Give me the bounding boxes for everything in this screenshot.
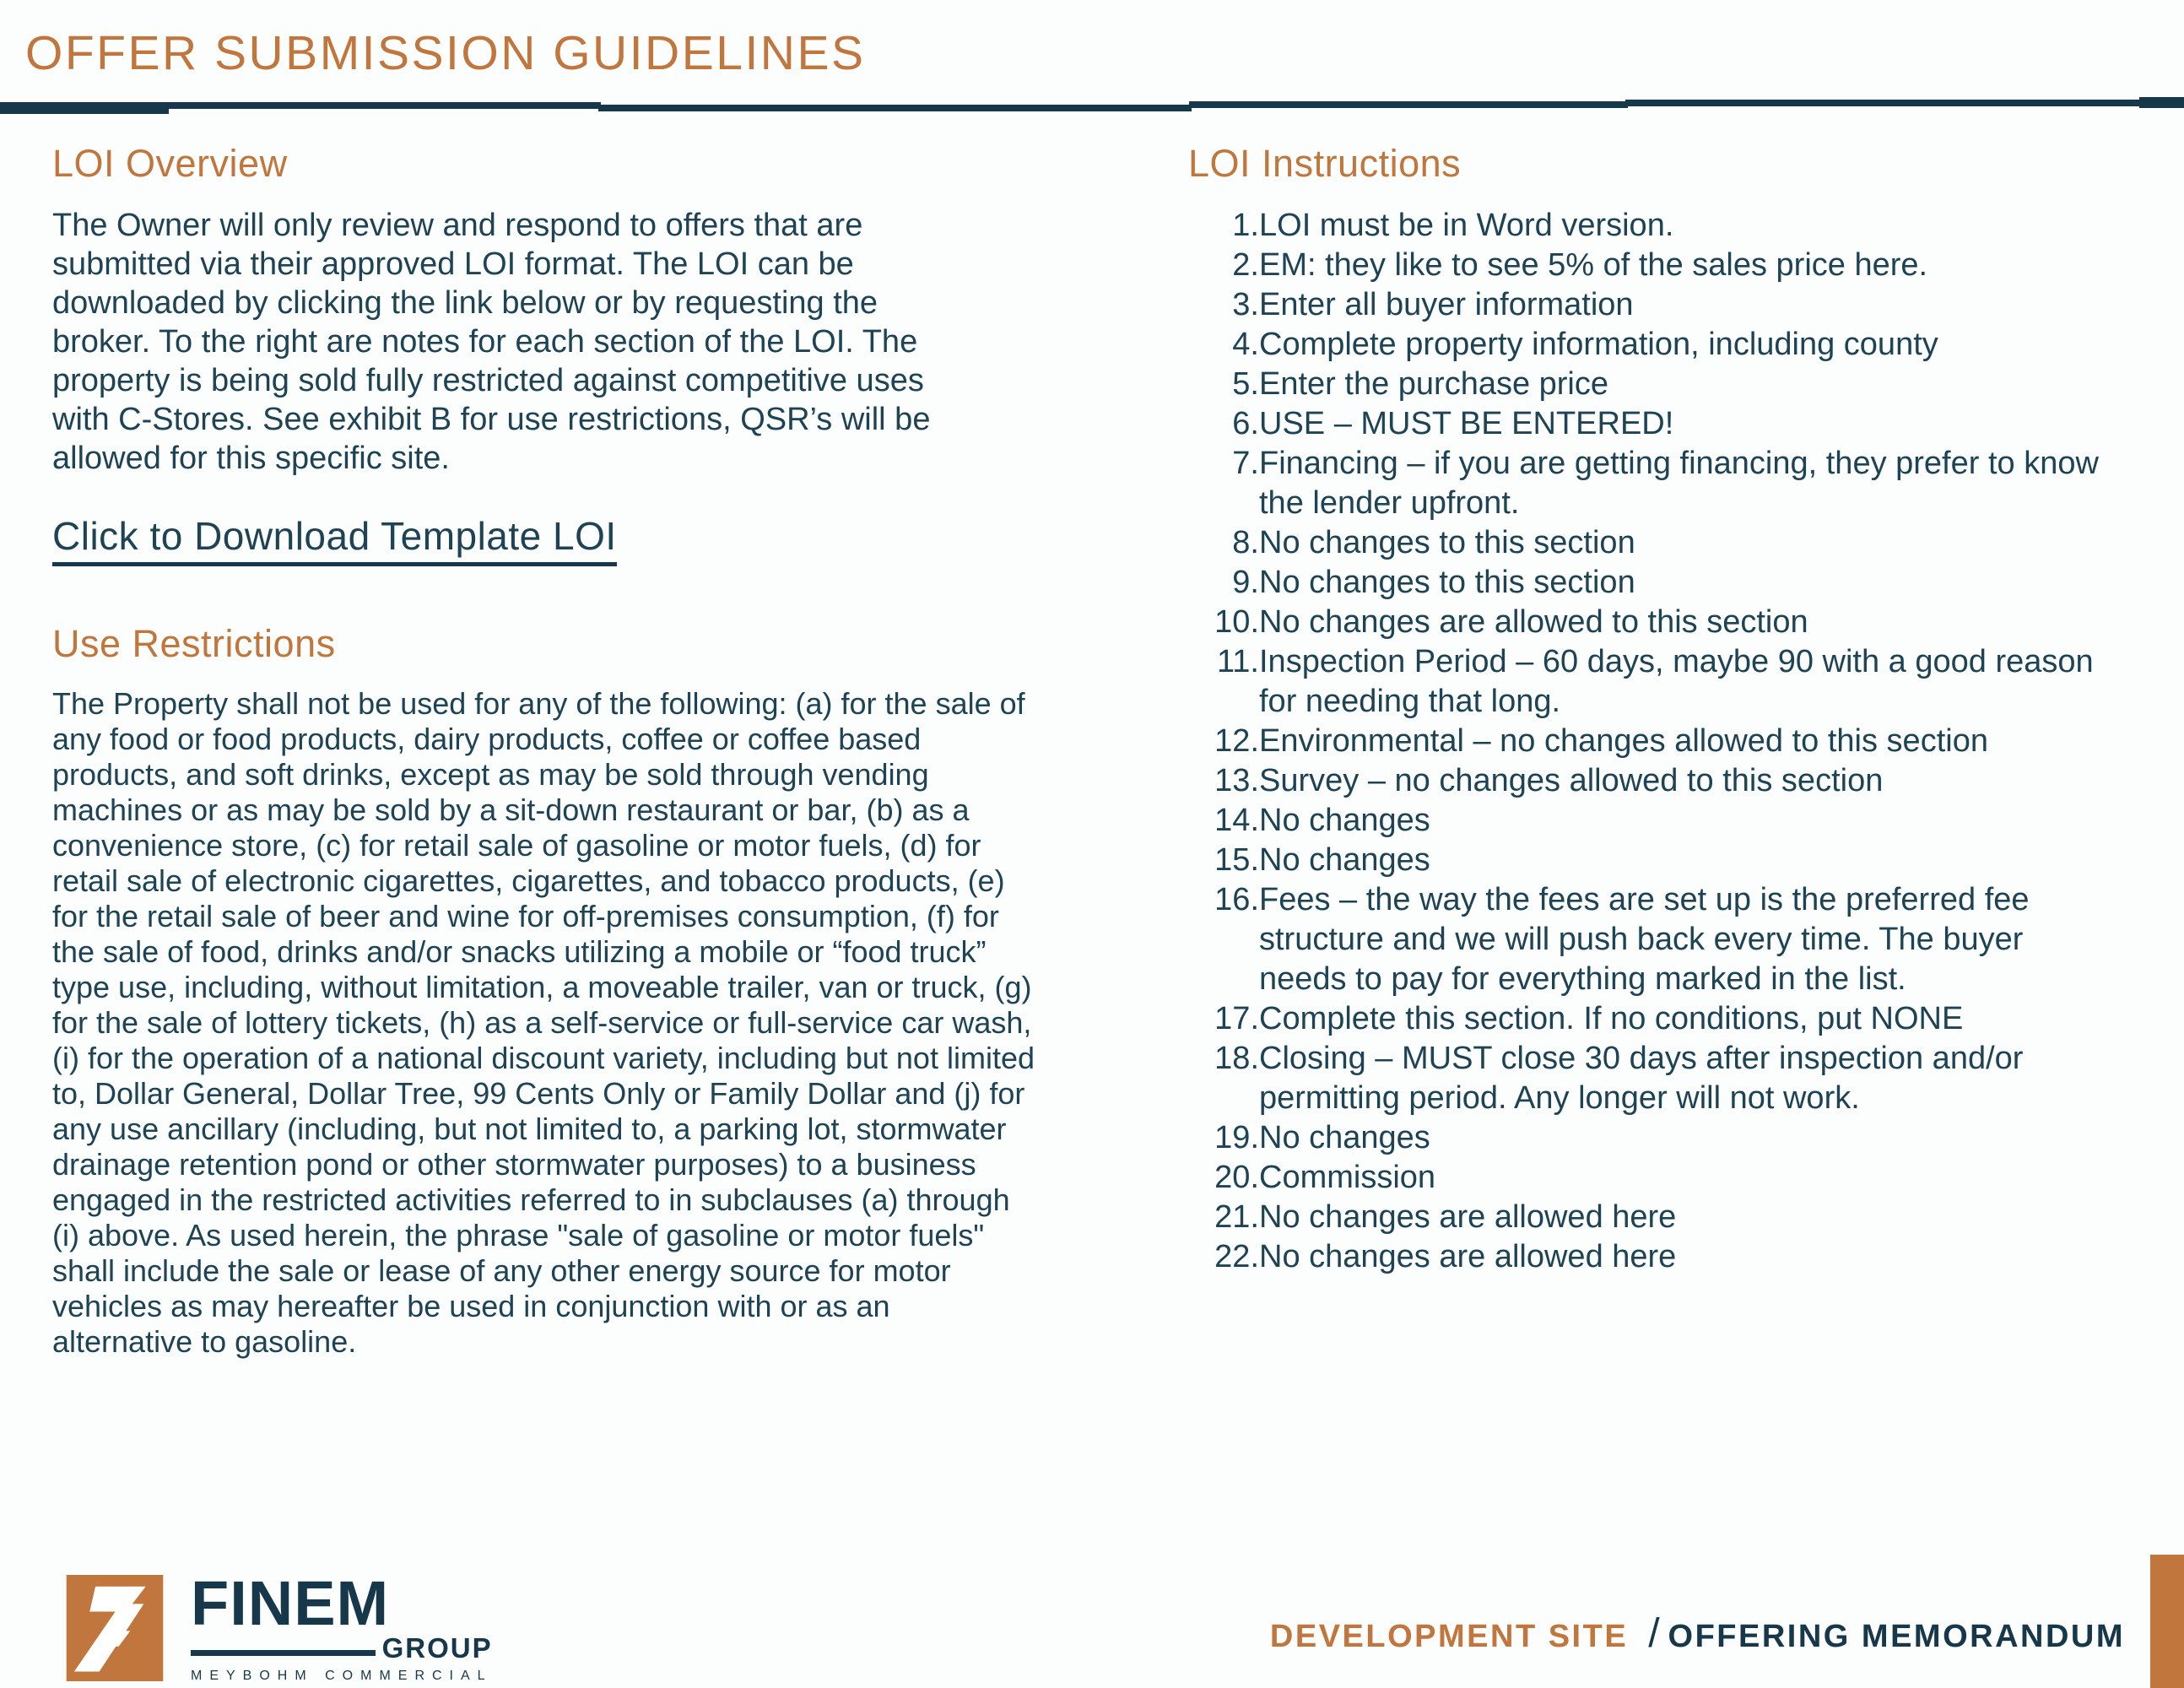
loi-instruction-item (1188, 365, 2100, 404)
item-text: No changes are allowed here (1259, 1239, 1677, 1274)
loi-instruction-item (1188, 563, 2100, 603)
item-number: 18. (1214, 1041, 1259, 1076)
item-text: No changes are allowed here (1259, 1199, 1677, 1235)
loi-instruction-item (1188, 999, 2100, 1039)
loi-overview-body: The Owner will only review and respond to offers that are submitted via their approved LOI format. The LOI can be downloaded by clicking the link below or by requesting the broker. To the right are notes for each section of the LOI. The property is being sold fully restricted against competitive uses with C-Stores. See exhibit B for use restrictions, QSR’s will be allowed for this specific site. (52, 208, 931, 476)
item-number: 11. (1216, 644, 1259, 679)
item-text: No changes to this section (1259, 565, 1635, 600)
loi-instruction-item (1188, 1039, 2100, 1118)
item-number: 19. (1214, 1120, 1259, 1155)
item-text: No changes (1259, 1120, 1430, 1155)
loi-instruction-item (1188, 444, 2100, 523)
meybohm-commercial-label: MEYBOHM COMMERCIAL (191, 1669, 493, 1684)
item-number: 12. (1214, 723, 1259, 759)
footer-document-label (1270, 1610, 2125, 1657)
item-text: LOI must be in Word version. (1259, 208, 1674, 243)
item-number: 20. (1214, 1160, 1259, 1195)
loi-instruction-item (1188, 642, 2100, 722)
item-text: USE – MUST BE ENTERED! (1259, 406, 1674, 441)
footer-slash-separator: / (1648, 1611, 1660, 1656)
divider-segment (2139, 97, 2184, 108)
item-text: No changes are allowed to this section (1259, 604, 1808, 640)
loi-overview-heading: LOI Overview (52, 142, 288, 185)
loi-instruction-item (1188, 325, 2100, 365)
right-column (1188, 142, 2100, 1277)
item-number: 4. (1232, 327, 1259, 362)
item-text: No changes (1259, 842, 1430, 878)
item-text: Closing – MUST close 30 days after inspection and/or permitting period. Any longer will not work. (1259, 1041, 2024, 1116)
item-number: 7. (1232, 446, 1259, 481)
use-restrictions-heading: Use Restrictions (52, 622, 336, 665)
use-restrictions-body: The Property shall not be used for any of the following: (a) for the sale of any food or food products, dairy products, coffee or coffee based products, and soft drinks, except as may be sold through vending machines or as may be sold by a sit-down restaurant or bar, (b) as a convenience store, (c) for retail sale of gasoline or motor fuels, (d) for retail sale of electronic cigarettes, cigarettes, and tobacco products, (e) for the retail sale of beer and wine for off-premises consumption, (f) for the sale of food, drinks and/or snacks utilizing a mobile or “food truck” type use, including, without limitation, a moveable trailer, van or truck, (g) for the sale of lottery tickets, (h) as a self-service or full-service car wash, (i) for the operation of a national discount variety, including but not limited to, Dollar General, Dollar Tree, 99 Cents Only or Family Dollar and (j) for any use ancillary (including, but not limited to, a parking lot, stormwater drainage retention pond or other stormwater purposes) to a business engaged in the restricted activities referred to in subclauses (a) through (i) above. As used herein, the phrase "sale of gasoline or motor fuels" shall include the sale or lease of any other energy source for motor vehicles as may hereafter be used in conjunction with or as an alternative to gasoline. (52, 686, 1035, 1359)
download-template-loi-link[interactable]: Click to Download Template LOI (52, 513, 617, 566)
item-text: Commission (1259, 1160, 1436, 1195)
item-text: Environmental – no changes allowed to this section (1259, 723, 1988, 759)
item-text: No changes to this section (1259, 525, 1635, 560)
item-number: 17. (1214, 1001, 1259, 1036)
loi-instruction-item (1188, 1237, 2100, 1277)
divider-segment (1189, 101, 1628, 108)
divider-segment (598, 105, 1192, 111)
item-number: 15. (1214, 842, 1259, 878)
left-column (52, 142, 1048, 1360)
loi-instruction-item (1188, 1198, 2100, 1237)
item-text: Enter all buyer information (1259, 287, 1634, 322)
loi-instruction-item (1188, 801, 2100, 841)
loi-instruction-item (1188, 246, 2100, 285)
loi-instruction-item (1188, 523, 2100, 563)
finem-group-label: GROUP (381, 1632, 493, 1664)
loi-instruction-item (1188, 841, 2100, 880)
finem-group-row (191, 1634, 493, 1662)
item-number: 1. (1232, 208, 1259, 243)
finem-brand-label: FINEM (191, 1568, 390, 1638)
item-number: 8. (1232, 525, 1259, 560)
finem-logo-mark-icon (51, 1575, 179, 1681)
finem-logo-text (191, 1568, 493, 1684)
loi-instruction-item (1188, 1158, 2100, 1198)
item-text: Survey – no changes allowed to this section (1259, 763, 1884, 798)
item-number: 21. (1214, 1199, 1259, 1235)
page-title: OFFER SUBMISSION GUIDELINES (25, 26, 866, 80)
loi-instruction-item (1188, 761, 2100, 801)
item-number: 16. (1214, 882, 1259, 917)
item-text: Enter the purchase price (1259, 366, 1609, 402)
loi-instruction-item (1188, 603, 2100, 642)
item-number: 14. (1214, 803, 1259, 838)
item-number: 10. (1214, 604, 1259, 640)
item-text: EM: they like to see 5% of the sales price here. (1259, 247, 1928, 283)
right-edge-accent-bar (2150, 1555, 2184, 1688)
logo-rule (191, 1650, 376, 1656)
item-number: 5. (1232, 366, 1259, 402)
loi-instruction-item (1188, 880, 2100, 999)
item-text: Complete property information, including county (1259, 327, 1938, 362)
item-number: 3. (1232, 287, 1259, 322)
divider-segment (1625, 100, 2144, 106)
loi-instruction-item (1188, 404, 2100, 444)
loi-instructions-list (1188, 206, 2100, 1277)
item-text: Financing – if you are getting financing, they prefer to know the lender upfront. (1259, 446, 2099, 521)
divider-segment (0, 106, 169, 114)
item-text: Fees – the way the fees are set up is the preferred fee structure and we will push back every time. The buyer needs to pay for everything marked in the list. (1259, 882, 2030, 997)
loi-instruction-item (1188, 1118, 2100, 1158)
item-number: 2. (1232, 247, 1259, 283)
loi-instruction-item (1188, 206, 2100, 246)
finem-group-logo (51, 1568, 493, 1684)
item-number: 22. (1214, 1239, 1259, 1274)
item-text: No changes (1259, 803, 1430, 838)
offering-memorandum-label: OFFERING MEMORANDUM (1668, 1619, 2125, 1654)
item-number: 6. (1232, 406, 1259, 441)
item-text: Complete this section. If no conditions, put NONE (1259, 1001, 1964, 1036)
development-site-label: DEVELOPMENT SITE (1269, 1619, 1629, 1654)
item-number: 13. (1214, 763, 1259, 798)
item-text: Inspection Period – 60 days, maybe 90 with a good reason for needing that long. (1259, 644, 2094, 719)
loi-instruction-item (1188, 285, 2100, 325)
loi-instruction-item (1188, 722, 2100, 761)
loi-instructions-heading: LOI Instructions (1188, 142, 1462, 185)
item-number: 9. (1232, 565, 1259, 600)
